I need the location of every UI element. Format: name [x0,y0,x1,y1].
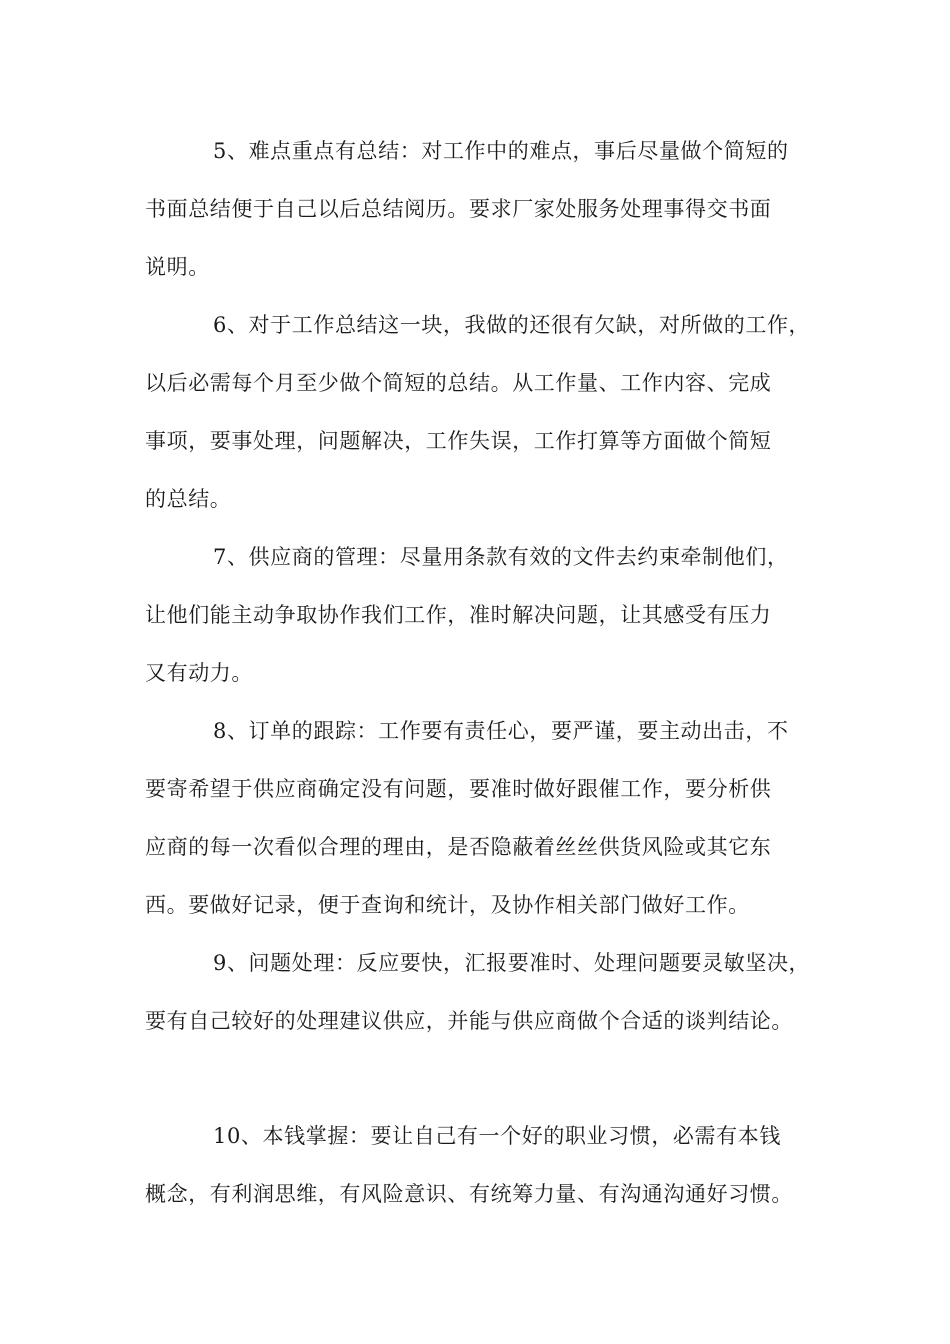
paragraph-6-line-2: 以后必需每个月至少做个简短的总结。从工作量、工作内容、完成 [145,371,772,395]
paragraph-5-line-2: 书面总结便于自己以后总结阅历。要求厂家处服务处理事得交书面 [145,197,772,221]
paragraph-8-line-2: 要寄希望于供应商确定没有问题，要准时做好跟催工作，要分析供 [145,777,772,801]
paragraph-9-line-2: 要有自己较好的处理建议供应，并能与供应商做个合适的谈判结论。 [145,1009,793,1033]
paragraph-6-line-1: 6、对于工作总结这一块，我做的还很有欠缺，对所做的工作， [213,313,811,337]
paragraph-9-line-1: 9、问题处理：反应要快，汇报要准时、处理问题要灵敏坚决， [213,951,811,975]
paragraph-6-line-3: 事项，要事处理，问题解决，工作失误，工作打算等方面做个简短 [145,429,772,453]
paragraph-7-line-1: 7、供应商的管理：尽量用条款有效的文件去约束牵制他们， [213,545,789,569]
paragraph-7-line-3: 又有动力。 [145,661,253,685]
paragraph-5-line-1: 5、难点重点有总结：对工作中的难点，事后尽量做个简短的 [213,139,789,163]
paragraph-8-line-1: 8、订单的跟踪：工作要有责任心，要严谨，要主动出击，不 [213,719,789,743]
paragraph-8-line-4: 西。要做好记录，便于查询和统计，及协作相关部门做好工作。 [145,893,750,917]
paragraph-10-line-2: 概念，有利润思维，有风险意识、有统筹力量、有沟通沟通好习惯。 [145,1182,793,1206]
paragraph-10-line-1: 10、本钱掌握：要让自己有一个好的职业习惯，必需有本钱 [213,1124,781,1148]
paragraph-7-line-2: 让他们能主动争取协作我们工作，准时解决问题，让其感受有压力 [145,603,772,627]
paragraph-6-line-4: 的总结。 [145,487,232,511]
paragraph-5-line-3: 说明。 [145,255,210,279]
paragraph-8-line-3: 应商的每一次看似合理的理由，是否隐蔽着丝丝供货风险或其它东 [145,835,772,859]
